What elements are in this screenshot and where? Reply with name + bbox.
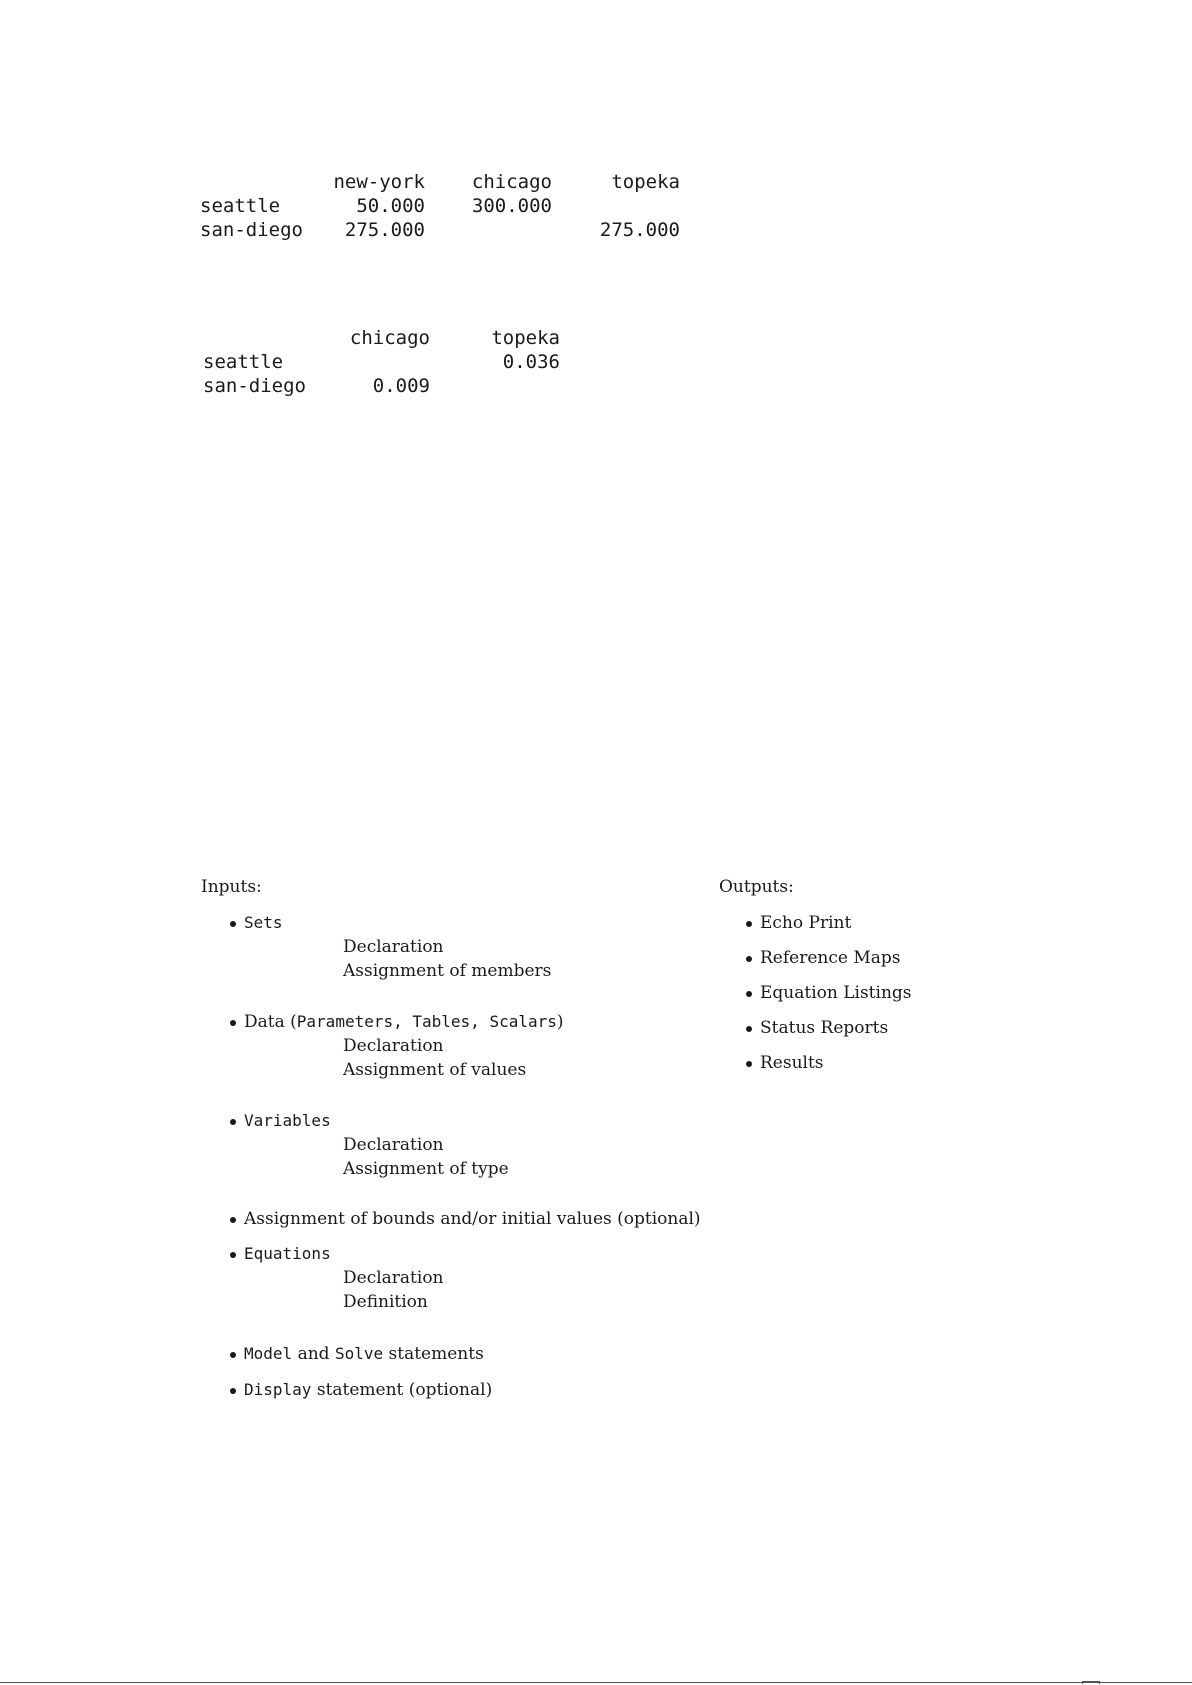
outputs-heading: Outputs: (719, 877, 794, 897)
input-item-text: Sets (244, 913, 283, 932)
bullet-icon (230, 921, 236, 927)
output-item: Echo Print (760, 913, 852, 933)
input-sub-item: Declaration (343, 1268, 444, 1288)
inputs-heading: Inputs: (201, 877, 262, 897)
input-sub-item: Assignment of type (343, 1159, 509, 1179)
bullet-icon (746, 921, 752, 927)
input-item-text: Parameters, Tables, Scalars (296, 1012, 557, 1031)
output-item: Status Reports (760, 1018, 889, 1038)
output-item: Equation Listings (760, 983, 912, 1003)
bullet-icon (230, 1217, 236, 1223)
bullet-icon (230, 1252, 236, 1258)
input-item (244, 1110, 331, 1132)
column-header: new-york (333, 171, 425, 193)
bullet-icon (746, 1061, 752, 1067)
input-item-text: Solve (334, 1344, 384, 1363)
output-item: Results (760, 1053, 824, 1073)
input-item (244, 1379, 492, 1401)
input-item-text: Equations (244, 1244, 331, 1263)
input-item (244, 912, 283, 934)
row-label: seattle (200, 195, 281, 217)
input-sub-item: Declaration (343, 1135, 444, 1155)
table-cell: 0.009 (372, 375, 430, 397)
input-item-text: Model (244, 1344, 293, 1363)
row-label: san-diego (203, 375, 306, 397)
input-item-text: Variables (244, 1111, 331, 1130)
column-header: chicago (471, 171, 552, 193)
column-header: topeka (491, 327, 560, 349)
table-cell: 50.000 (356, 195, 425, 217)
bullet-icon (746, 1026, 752, 1032)
footer-mark (1082, 1681, 1100, 1684)
input-item-text: ) (556, 1012, 564, 1032)
input-item-text: Display (244, 1380, 312, 1399)
input-item-text: statement (optional) (311, 1380, 493, 1400)
input-sub-item: Assignment of values (343, 1060, 527, 1080)
row-label: seattle (203, 351, 284, 373)
table-cell: 275.000 (344, 219, 425, 241)
table-cell: 275.000 (599, 219, 680, 241)
bullet-icon (230, 1388, 236, 1394)
bullet-icon (230, 1352, 236, 1358)
bullet-icon (746, 956, 752, 962)
input-item (244, 1208, 701, 1230)
input-item-text: Assignment of bounds and/or initial values (optional) (244, 1209, 701, 1229)
column-header: chicago (349, 327, 430, 349)
input-item (244, 1343, 484, 1365)
input-item (244, 1011, 564, 1033)
input-sub-item: Definition (343, 1292, 428, 1312)
bullet-icon (230, 1020, 236, 1026)
input-item-text: statements (383, 1344, 484, 1364)
input-item-text: Data ( (244, 1012, 297, 1032)
table-cell: 0.036 (502, 351, 560, 373)
output-item: Reference Maps (760, 948, 901, 968)
input-sub-item: Declaration (343, 937, 444, 957)
input-item (244, 1243, 331, 1265)
bullet-icon (746, 991, 752, 997)
footer-rule (0, 1682, 1192, 1683)
input-item-text: and (292, 1344, 335, 1364)
column-header: topeka (611, 171, 680, 193)
input-sub-item: Assignment of members (343, 961, 552, 981)
input-sub-item: Declaration (343, 1036, 444, 1056)
bullet-icon (230, 1119, 236, 1125)
row-label: san-diego (200, 219, 303, 241)
table-cell: 300.000 (471, 195, 552, 217)
